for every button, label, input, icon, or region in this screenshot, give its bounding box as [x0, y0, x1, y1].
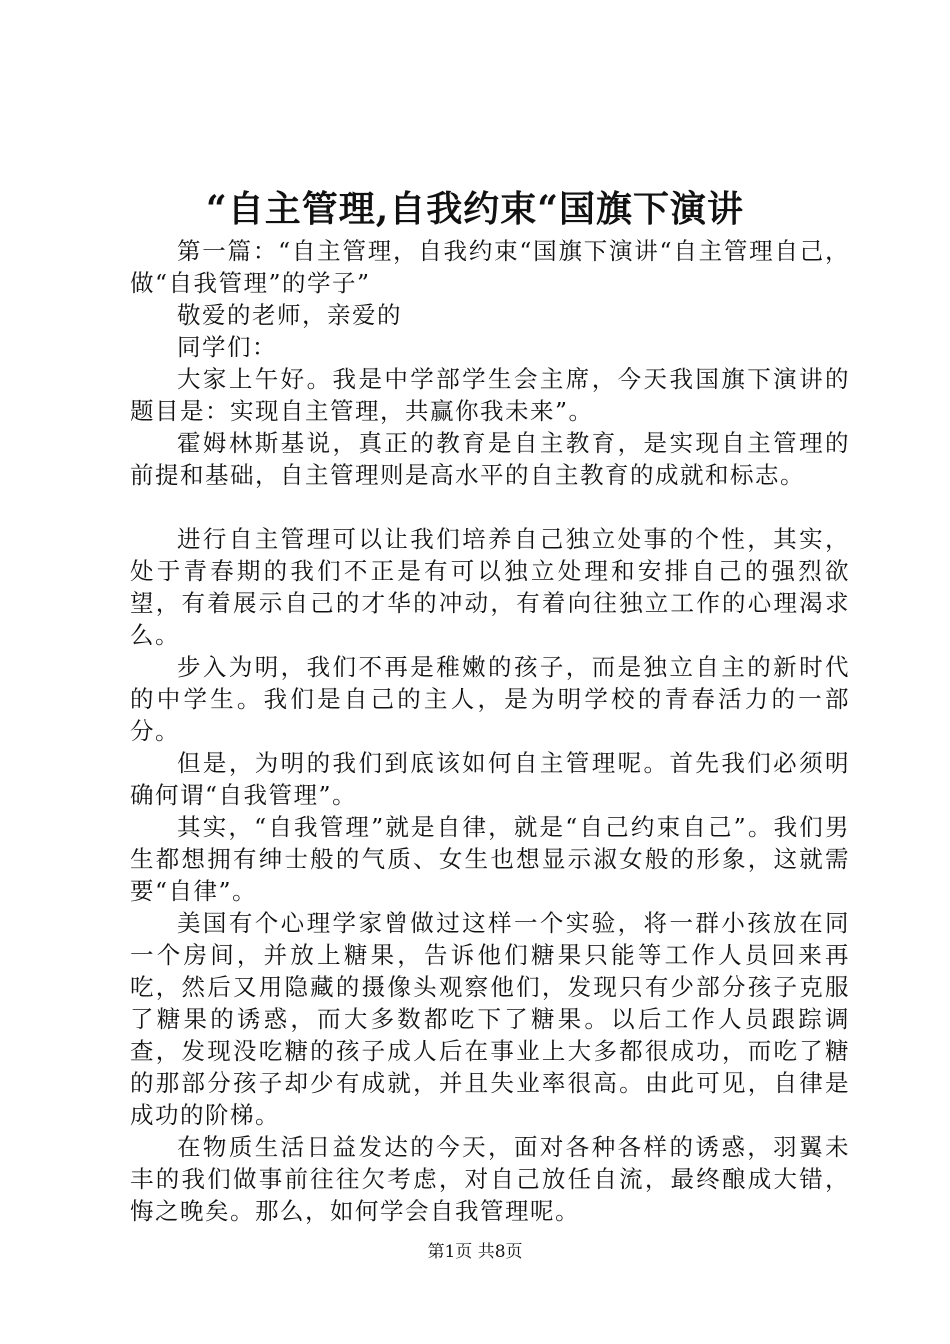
- paragraph-4: 大家上午好。我是中学部学生会主席，今天我国旗下演讲的题目是：实现自主管理，共赢你我未来”。: [130, 365, 850, 425]
- paragraph-9: 其实，“自我管理”就是自律，就是“自己约束自己”。我们男生都想拥有绅士般的气质、女生也想显示淑女般的形象，这就需要“自律”。: [130, 813, 850, 905]
- paragraph-8: 但是，为明的我们到底该如何自主管理呢。首先我们必须明确何谓“自我管理”。: [130, 749, 850, 809]
- paragraph-2: 敬爱的老师，亲爱的: [177, 301, 402, 329]
- paragraph-7: 步入为明，我们不再是稚嫩的孩子，而是独立自主的新时代的中学生。我们是自己的主人，是为明学校的青春活力的一部分。: [130, 653, 850, 745]
- paragraph-10: 美国有个心理学家曾做过这样一个实验，将一群小孩放在同一个房间，并放上糖果，告诉他们糖果只能等工作人员回来再吃，然后又用隐藏的摄像头观察他们，发现只有少部分孩子克服了糖果的诱惑，而大多数都吃下了糖果。以后工作人员跟踪调查，发现没吃糖的孩子成人后在事业上大多都很成功，而吃了糖的那部分孩子却少有成就，并且失业率很高。由此可见，自律是成功的阶梯。: [130, 909, 850, 1129]
- paragraph-1: 第一篇：“自主管理，自我约束“国旗下演讲“自主管理自己，做“自我管理”的学子”: [130, 237, 850, 297]
- paragraph-5: 霍姆林斯基说，真正的教育是自主教育，是实现自主管理的前提和基础，自主管理则是高水平的自主教育的成就和标志。: [130, 429, 850, 489]
- paragraph-11: 在物质生活日益发达的今天，面对各种各样的诱惑，羽翼未丰的我们做事前往往欠考虑，对自己放任自流，最终酿成大错，悔之晚矣。那么，如何学会自我管理呢。: [130, 1133, 850, 1225]
- page-number-footer: 第1页 共8页: [427, 1242, 523, 1262]
- document-body: [130, 235, 850, 1227]
- document-title: “自主管理,自我约束“国旗下演讲: [206, 188, 744, 230]
- paragraph-6: 进行自主管理可以让我们培养自己独立处事的个性，其实，处于青春期的我们不正是有可以独立处理和安排自己的强烈欲望，有着展示自己的才华的冲动，有着向往独立工作的心理渴求么。: [130, 525, 850, 649]
- paragraph-3: 同学们：: [177, 333, 277, 361]
